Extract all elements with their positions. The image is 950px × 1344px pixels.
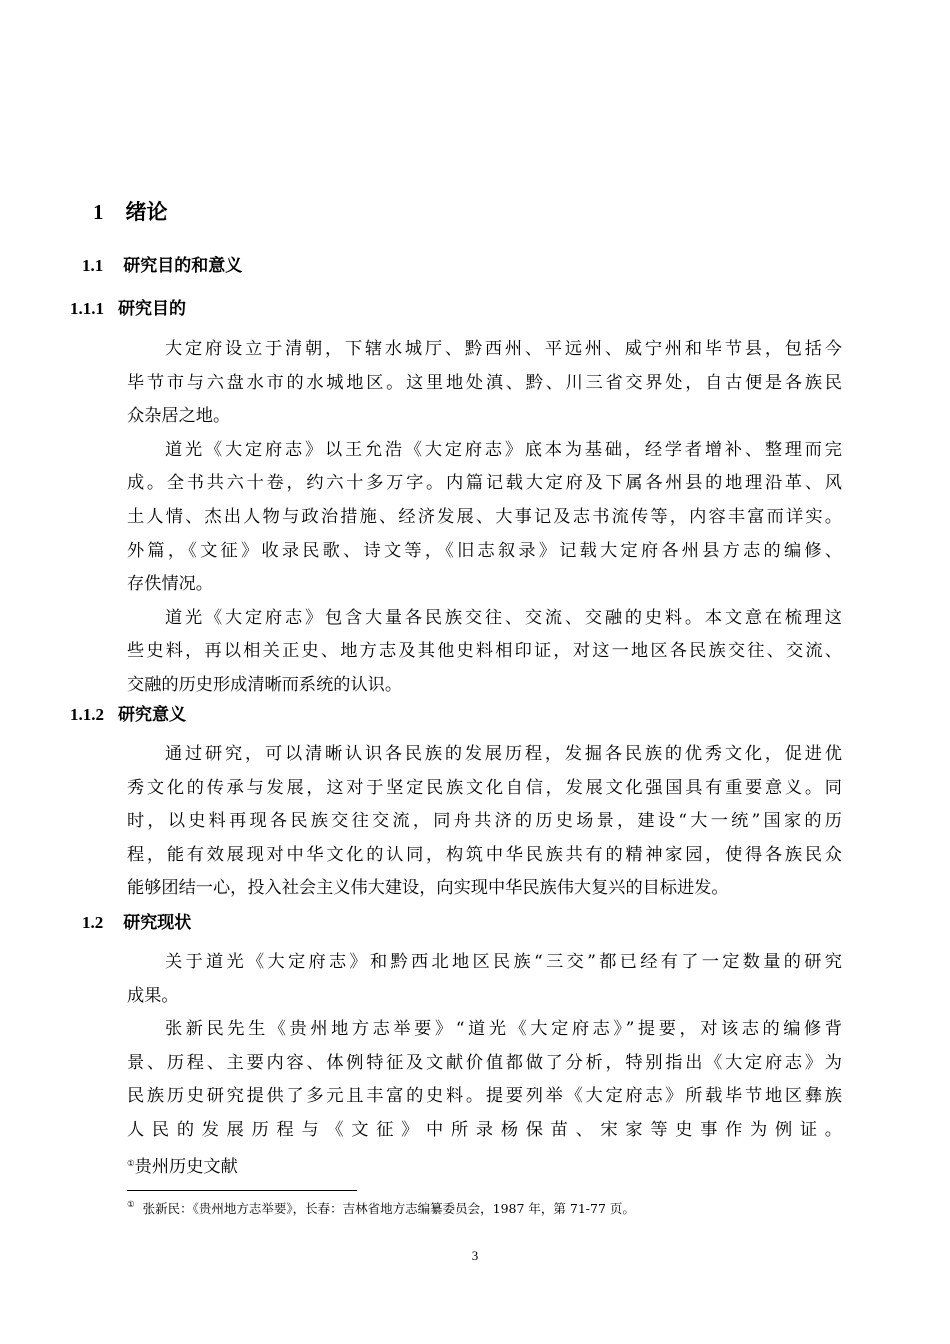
section-number: 1.1.1 bbox=[70, 299, 104, 318]
text-line: 众杂居之地。 bbox=[127, 406, 231, 427]
section-title: 研究目的 bbox=[118, 299, 186, 319]
footnote-marker: ① bbox=[127, 1200, 135, 1210]
text-line: 景、历程、主要内容、体例特征及文献价值都做了分析，特别指出《大定府志》为 bbox=[127, 1052, 842, 1073]
text-line: 道光《大定府志》以王允浩《大定府志》底本为基础，经学者增补、整理而完 bbox=[165, 439, 842, 460]
paragraph bbox=[127, 602, 842, 703]
footnote-separator bbox=[127, 1190, 357, 1191]
text-line: 张新民先生《贵州地方志举要》“道光《大定府志》”提要，对该志的编修背 bbox=[165, 1019, 842, 1040]
text-line: 能够团结一心，投入社会主义伟大建设，向实现中华民族伟大复兴的目标进发。 bbox=[127, 878, 729, 899]
text-line: 外篇，《文征》收录民歌、诗文等，《旧志叙录》记载大定府各州县方志的编修、 bbox=[127, 540, 842, 561]
text-line: 人民的发展历程与《文征》中所录杨保苗、宋家等史事作为例证。 bbox=[127, 1119, 842, 1140]
text-line: 民族历史研究提供了多元且丰富的史料。提要列举《大定府志》所载毕节地区彝族 bbox=[127, 1086, 842, 1107]
text-line: 通过研究，可以清晰认识各民族的发展历程，发掘各民族的优秀文化，促进优 bbox=[165, 744, 842, 764]
text-line: 程，能有效展现对中华文化的认同，构筑中华民族共有的精神家园，使得各族民众 bbox=[127, 844, 842, 865]
section-number: 1.1.2 bbox=[70, 705, 104, 724]
paragraph bbox=[127, 1013, 842, 1181]
paragraph bbox=[127, 333, 842, 434]
chapter-number: 1 bbox=[93, 200, 104, 224]
text-line-part: 贵州历史文献 bbox=[134, 1156, 238, 1177]
paragraph bbox=[127, 946, 842, 1013]
chapter-title: 绪论 bbox=[125, 200, 168, 224]
section-number: 1.2 bbox=[82, 913, 104, 932]
footnote-reference[interactable]: ① bbox=[127, 1158, 135, 1169]
text-line: 秀文化的传承与发展，这对于坚定民族文化自信，发展文化强国具有重要意义。同 bbox=[127, 777, 842, 798]
footnote bbox=[127, 1199, 635, 1217]
text-line: 存佚情况。 bbox=[127, 574, 213, 595]
text-line: 毕节市与六盘水市的水城地区。这里地处滇、黔、川三省交界处，自古便是各族民 bbox=[127, 372, 842, 393]
text-line: 道光《大定府志》包含大量各民族交往、交流、交融的史料。本文意在梳理这 bbox=[165, 607, 842, 628]
section-title: 研究意义 bbox=[118, 705, 186, 725]
body-text-1-2 bbox=[127, 946, 842, 1181]
section-heading-1-1-1 bbox=[70, 294, 186, 319]
section-title: 研究目的和意义 bbox=[123, 256, 243, 276]
text-line: 时，以史料再现各民族交往交流，同舟共济的历史场景，建设“大一统”国家的历 bbox=[127, 811, 842, 832]
section-number: 1.1 bbox=[82, 256, 104, 275]
text-line: 大定府设立于清朝，下辖水城厅、黔西州、平远州、威宁州和毕节县，包括今 bbox=[165, 339, 842, 359]
text-line: 交融的历史形成清晰而系统的认识。 bbox=[127, 674, 403, 695]
paragraph bbox=[127, 738, 842, 906]
section-heading-1-1 bbox=[82, 251, 242, 276]
text-line: 成。全书共六十卷，约六十多万字。内篇记载大定府及下属各州县的地理沿革、风 bbox=[127, 473, 842, 494]
text-line: 土人情、杰出人物与政治措施、经济发展、大事记及志书流传等，内容丰富而详实。 bbox=[127, 506, 842, 527]
text-line: 关于道光《大定府志》和黔西北地区民族“三交”都已经有了一定数量的研究 bbox=[165, 952, 842, 972]
body-text-1-1-1 bbox=[127, 333, 842, 703]
text-line: 些史料，再以相关正史、地方志及其他史料相印证，对这一地区各民族交往、交流、 bbox=[127, 641, 842, 662]
page-number: 3 bbox=[471, 1248, 479, 1263]
section-title: 研究现状 bbox=[123, 913, 192, 933]
chapter-heading bbox=[93, 196, 168, 226]
text-line: 成果。 bbox=[127, 985, 179, 1006]
body-text-1-1-2 bbox=[127, 738, 842, 906]
section-heading-1-1-2 bbox=[70, 700, 186, 725]
text-line-with-footnote bbox=[127, 1148, 842, 1182]
section-heading-1-2 bbox=[82, 908, 191, 933]
paragraph bbox=[127, 434, 842, 602]
footnote-text: 张新民：《贵州地方志举要》，长春：吉林省地方志编纂委员会，1987 年，第 71-77 页。 bbox=[142, 1201, 635, 1216]
